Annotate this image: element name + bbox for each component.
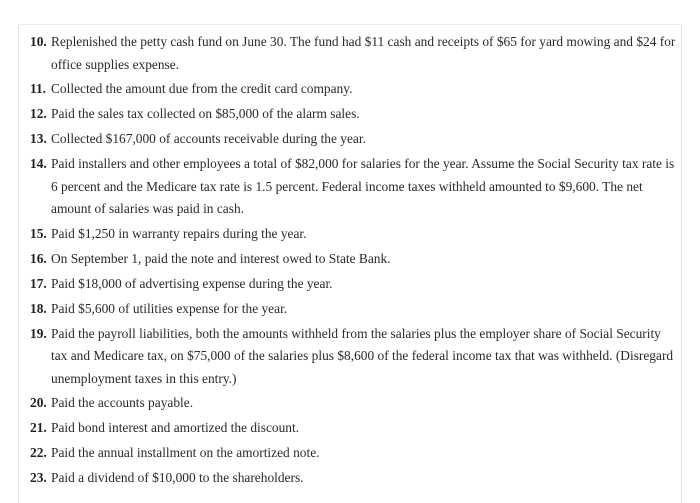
list-item: [30, 323, 676, 391]
list-item: [30, 31, 676, 76]
item-number: 13.: [30, 131, 47, 147]
list-item: [30, 153, 676, 221]
list-item: [30, 103, 676, 126]
transaction-list: [30, 31, 676, 492]
list-item: [30, 248, 676, 271]
item-number: 12.: [30, 106, 47, 122]
item-number: 20.: [30, 395, 47, 411]
item-number: 15.: [30, 225, 47, 241]
list-item: [30, 392, 676, 415]
item-text: Paid the annual installment on the amortized note.: [51, 445, 320, 461]
list-item: [30, 273, 676, 296]
item-text: Paid the payroll liabilities, both the amounts withheld from the salaries plus the employer share of Social Security tax and Medicare tax, on $75,000 of the salaries plus $8,600 of the federal income tax that was withheld. (Disregard unemployment taxes in this entry.): [51, 325, 674, 386]
list-item: [30, 417, 676, 440]
item-text: Collected $167,000 of accounts receivable during the year.: [51, 131, 366, 147]
list-item: [30, 78, 676, 101]
item-text: Paid installers and other employees a total of $82,000 for salaries for the year. Assume the Social Security tax rate is 6 percent and the Medicare tax rate is 1.5 percent. Federal income taxes withheld amounted to $9,600. The net amount of salaries was paid in cash.: [51, 156, 675, 217]
item-number: 22.: [30, 445, 47, 461]
list-item: [30, 223, 676, 246]
item-text: Collected the amount due from the credit card company.: [51, 81, 353, 97]
item-text: Paid $18,000 of advertising expense during the year.: [51, 275, 333, 291]
item-number: 21.: [30, 420, 47, 436]
item-number: 11.: [30, 81, 46, 97]
item-text: Paid a dividend of $10,000 to the shareholders.: [51, 470, 304, 486]
item-number: 18.: [30, 300, 47, 316]
item-text: Paid bond interest and amortized the discount.: [51, 420, 300, 436]
item-text: Paid $5,600 of utilities expense for the year.: [51, 300, 288, 316]
item-number: 10.: [30, 34, 47, 49]
item-text: Replenished the petty cash fund on June 30. The fund had $11 cash and receipts of $65 for yard mowing and $24 for office supplies expense.: [51, 34, 676, 72]
list-item: [30, 442, 676, 465]
list-item: [30, 298, 676, 321]
item-text: Paid $1,250 in warranty repairs during the year.: [51, 225, 307, 241]
item-number: 17.: [30, 275, 47, 291]
item-text: Paid the sales tax collected on $85,000 of the alarm sales.: [51, 106, 360, 122]
item-text: Paid the accounts payable.: [51, 395, 194, 411]
item-text: On September 1, paid the note and interest owed to State Bank.: [51, 250, 391, 266]
list-item: [30, 128, 676, 151]
item-number: 19.: [30, 325, 47, 341]
item-number: 16.: [30, 250, 47, 266]
item-number: 23.: [30, 470, 47, 486]
item-number: 14.: [30, 156, 47, 172]
list-item: [30, 467, 676, 490]
